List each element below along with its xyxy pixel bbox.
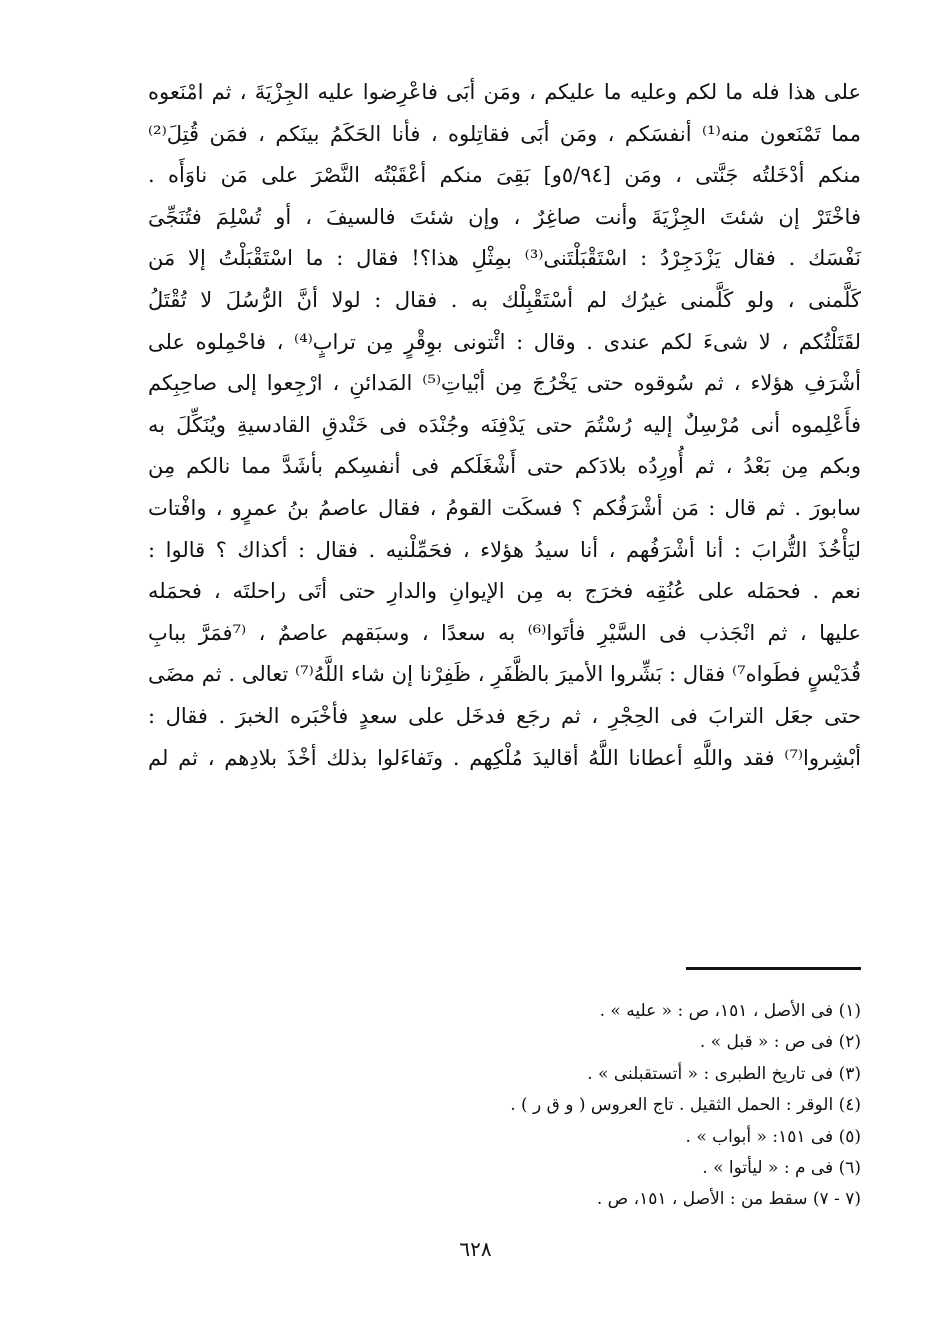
text-line: سابورَ . ثم قال : مَن أشْرَفُكم ؟ فسكَت القومُ ، فقال عاصمُ بنُ عمرٍو ، وافْتات [148, 495, 861, 520]
text-line: قُدَيْسٍ فطَواه⁷⁾ فقال : بَشِّروا الأميرَ بالظَّفَرِ ، ظَفِرْنا إن شاء اللَّهُ⁽⁷⁾ تعالى . ثم مضَى [148, 662, 862, 687]
footnote: (٥) فى ١٥١: « أبواب » . [685, 1126, 861, 1147]
text-line: لقَتَلْتُكم ، لا شىءَ لكم عندى . وقال : ائْتونى بوِقْرٍ مِن ترابٍ⁽⁴⁾ ، فاحْمِلوه على [148, 329, 861, 354]
text-line: نَفْسَك . فقال يَزْدَجِرْدُ : اسْتَقْبَلْتَنى⁽³⁾ بمِثْلِ هذا؟! فقال : ما اسْتَقْبَلْتُ إلا مَن [148, 246, 861, 271]
footnote: (٧ - ٧) سقط من : الأصل ، ١٥١، ص . [596, 1189, 861, 1210]
text-line: أشْرَفِ هؤلاء ، ثم سُوقوه حتى يَخْرُجَ مِن أبْياتِ⁽⁵⁾ المَدائنِ ، ارْجِعوا إلى صاحِبِكم [148, 371, 861, 396]
text-line: فاخْتَرْ إن شئتَ الجِزْيَةَ وأنت صاغِرٌ ، وإن شئتَ فالسيفَ ، أو تُسْلِمَ فتُنَجِّىَ [148, 204, 861, 229]
text-line: حتى جعَل الترابَ فى الحِجْرِ ، ثم رجَع فدخَل على سعدٍ فأخْبَره الخبرَ . فقال : [148, 703, 861, 728]
text-line: منكم أدْخَلتُه جَنَّتى ، ومَن [٥/٩٤و] بَقِىَ منكم أعْقَبْتُه النَّصْرَ على مَن ناوَأَه . [148, 163, 861, 188]
text-line: عليها ، ثم انْجَذب فى السَّيْرِ فأتَوا⁽⁶⁾ به سعدًا ، وسبَقهم عاصمٌ ، ⁽⁷فمَرَّ ببابِ [148, 620, 861, 645]
footnote: (١) فى الأصل ، ١٥١، ص : « عليه » . [599, 1001, 861, 1021]
footnotes [261, 996, 861, 1216]
text-line: أبْشِروا⁽⁷⁾ فقد واللَّهِ أعطانا اللَّهُ أقاليدَ مُلْكِهم . وتَفاءَلوا بذلك أخْذَ بلادِهم ، ثم لم [148, 745, 861, 770]
text-line: كَلَّمنى ، ولو كَلَّمنى غيرُك لم أسْتَقْبِلْك به . فقال : لولا أنَّ الرُّسُلَ لا تُقْتَلُ [148, 287, 861, 312]
footnote: (٢) فى ص : « قبل » . [699, 1032, 861, 1053]
text-line: مما تَمْنَعون منه⁽¹⁾ أنفسَكم ، ومَن أبَى فقاتِلوه ، فأنا الحَكَمُ بينَكم ، فمَن قُتِلَ⁽²⁾ [148, 121, 861, 146]
text-line: فأَعْلِموه أنى مُرْسِلٌ إليه رُسْتُمَ حتى يَدْفِنَه وجُنْدَه فى خَنْدقِ القادسيةِ ويُنَكِّلَ به [148, 412, 861, 437]
footnote-separator [686, 967, 861, 970]
footnote: (٦) فى م : « ليأتوا » . [702, 1157, 861, 1178]
footnote: (٤) الوقر : الحمل الثقيل . تاج العروس ( و ق ر ) . [510, 1095, 861, 1116]
text-line: نعم . فحمَله على عُنُقِه فخرَج به مِن الإيوانِ والدارِ حتى أتَى راحلتَه ، فحمَله [148, 579, 861, 604]
footnote: (٣) فى تاريخ الطبرى : « أتستقبلنى » . [587, 1063, 861, 1084]
text-line: ليَأْخُذَ التُّرابَ : أنا أشْرَفُهم ، أنا سيدُ هؤلاء ، فحَمِّلْنيه . فقال : أكذاك ؟ قالوا : [148, 537, 861, 562]
page-number: ٦٢٨ [459, 1237, 492, 1261]
text-line: على هذا فله ما لكم وعليه ما عليكم ، ومَن أبَى فاعْرِضوا عليه الجِزْيَةَ ، ثم امْنَعوه [148, 80, 861, 104]
body-text [148, 72, 861, 779]
text-line: وبكم مِن بَعْدُ ، ثم أُورِدُه بلادَكم حتى أَشْغَلَكم فى أنفسِكم بأشَدَّ مما نالكم مِن [148, 454, 861, 479]
